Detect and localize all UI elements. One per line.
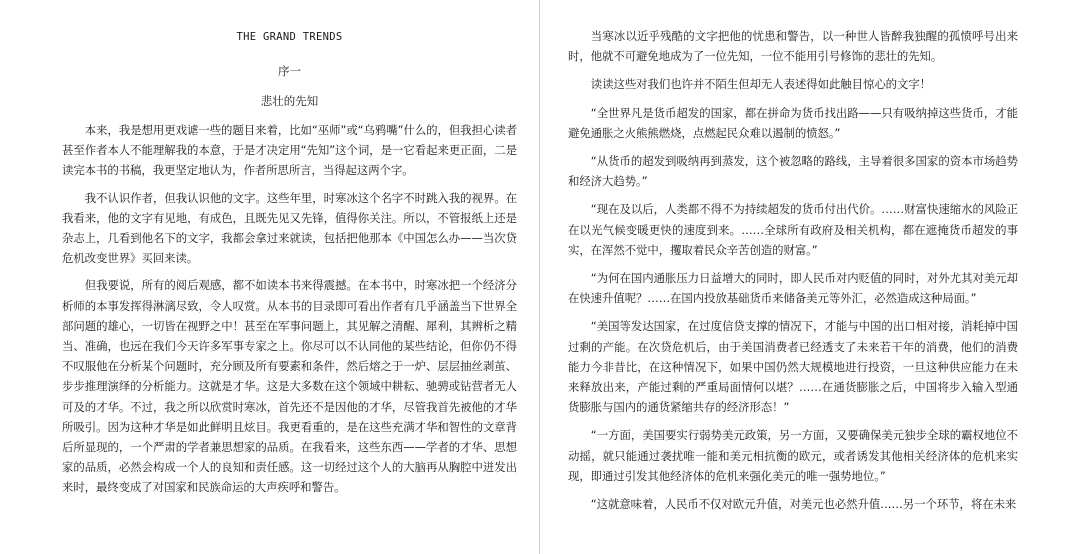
quote-paragraph: “一方面，美国要实行弱势美元政策，另一方面，又要确保美元独步全球的霸权地位不动摇，就只能通过袭扰唯一能和美元相抗衡的欧元，或者诱发其他相关经济体的危机来实现，即通过引发其他经济体的危机来强化美元的唯一强势地位。”: [568, 428, 1018, 483]
paragraph: 读读这些对我们也许并不陌生但却无人表述得如此触目惊心的文字！: [590, 77, 932, 92]
paragraph: 我不认识作者，但我认识他的文字。这些年里，时寒冰这个名字不时跳入我的视界。在我看来，他的文字有见地，有成色，且既先见又先锋，值得你关注。所以，不管报纸上还是杂志上，几看到他名下的文字，我都会拿过来就读，包括把他那本《中国怎么办——当次贷危机改变世界》买回来读。: [62, 190, 517, 266]
chapter-subtitle: 悲壮的先知: [260, 94, 319, 108]
quote-paragraph: “从货币的超发到吸纳再到蒸发，这个被忽略的路线，主导着很多国家的资本市场趋势和经济大趋势。”: [568, 154, 1018, 189]
quote-paragraph: “现在及以后，人类都不得不为持续超发的货币付出代价。……财富快速缩水的风险正在以光气候变暖更快的速度到来。……全球所有政府及相关机构，都在遮掩货币超发的事实，在浑然不觉中，攫取着民众辛苦创造的财富。”: [568, 202, 1018, 257]
quote-paragraph: “美国等发达国家，在过度信贷支撑的情况下，才能与中国的出口相对接，消耗掉中国过剩的产能。在次贷危机后，由于美国消费者已经透支了未来若干年的消费，他们的消费能力今非昔比，在这种情况下，如果中国仍然大规模地进行投资，一旦这种供应能力在未来释放出来，产能过剩的严重局面情何以堪？……在通货膨胀之后，中国将步入输入型通货膨胀与国内的通货紧缩共存的经济形态！”: [568, 319, 1018, 415]
book-title: THE GRAND TRENDS: [236, 31, 343, 43]
left-page: [0, 0, 539, 554]
right-page: [540, 0, 1080, 554]
paragraph: 但我要说，所有的阅后观感，都不如读本书来得震撼。在本书中，时寒冰把一个经济分析师的本事发挥得淋漓尽致，令人叹赏。从本书的目录即可看出作者有几乎涵盖当下世界全部问题的雄心，一切皆在视野之中！甚至在军事问题上，其见解之清醒、犀利，其辨析之精当、准确，也远在我们今天许多军事专家之上。你尽可以不认同他的某些结论，但你仍不得不叹服他在分析某个问题时，充分顾及所有要素和条件，然后熔之于一炉、层层抽丝剥茧、步步推理演绎的分析能力。这就是才华。这是大多数在这个领域中耕耘、驰骋或钻营者无人可及的才华。不过，我之所以欣赏时寒冰，首先还不是因他的才华，尽管我首先被他的才华所吸引。因为这种才华是如此鲜明且炫目。我更看重的，是在这些充满才华和智性的文章背后所显现的，一个严肃的学者兼思想家的品质。在我看来，这些东西——学者的才华、思想家的品质，必然会构成一个人的良知和责任感。这一切经过这个人的大脑再从胸腔中迸发出来时，最终变成了对国家和民族命运的大声疾呼和警告。: [62, 278, 517, 495]
quote-paragraph: “为何在国内通胀压力日益增大的同时，即人民币对内贬值的同时，对外尤其对美元却在快速升值呢？……在国内投放基础货币来储备美元等外汇，必然造成这种局面。”: [568, 271, 1018, 306]
paragraph: 当寒冰以近乎残酷的文字把他的忧患和警告，以一种世人皆醉我独醒的孤愤呼号出来时，他就不可避免地成为了一位先知，一位不能用引号修饰的悲壮的先知。: [568, 29, 1018, 64]
quote-paragraph: “这就意味着，人民币不仅对欧元升值，对美元也必然升值……另一个环节，将在未来: [590, 497, 1017, 512]
section-title: 序一: [278, 64, 301, 78]
paragraph: 本来，我是想用更戏谑一些的题目来着，比如“巫师”或“乌鸦嘴”什么的，但我担心读者甚至作者本人不能理解我的本意，于是才决定用“先知”这个词，是一它看起来更正面，二是读完本书的书稿，我更坚定地认为，作者所思所言，当得起这两个字。: [62, 123, 517, 178]
quote-paragraph: “全世界凡是货币超发的国家，都在拼命为货币找出路——只有吸纳掉这些货币，才能避免通胀之火熊熊燃烧，点燃起民众难以遏制的愤怒。”: [568, 105, 1018, 140]
